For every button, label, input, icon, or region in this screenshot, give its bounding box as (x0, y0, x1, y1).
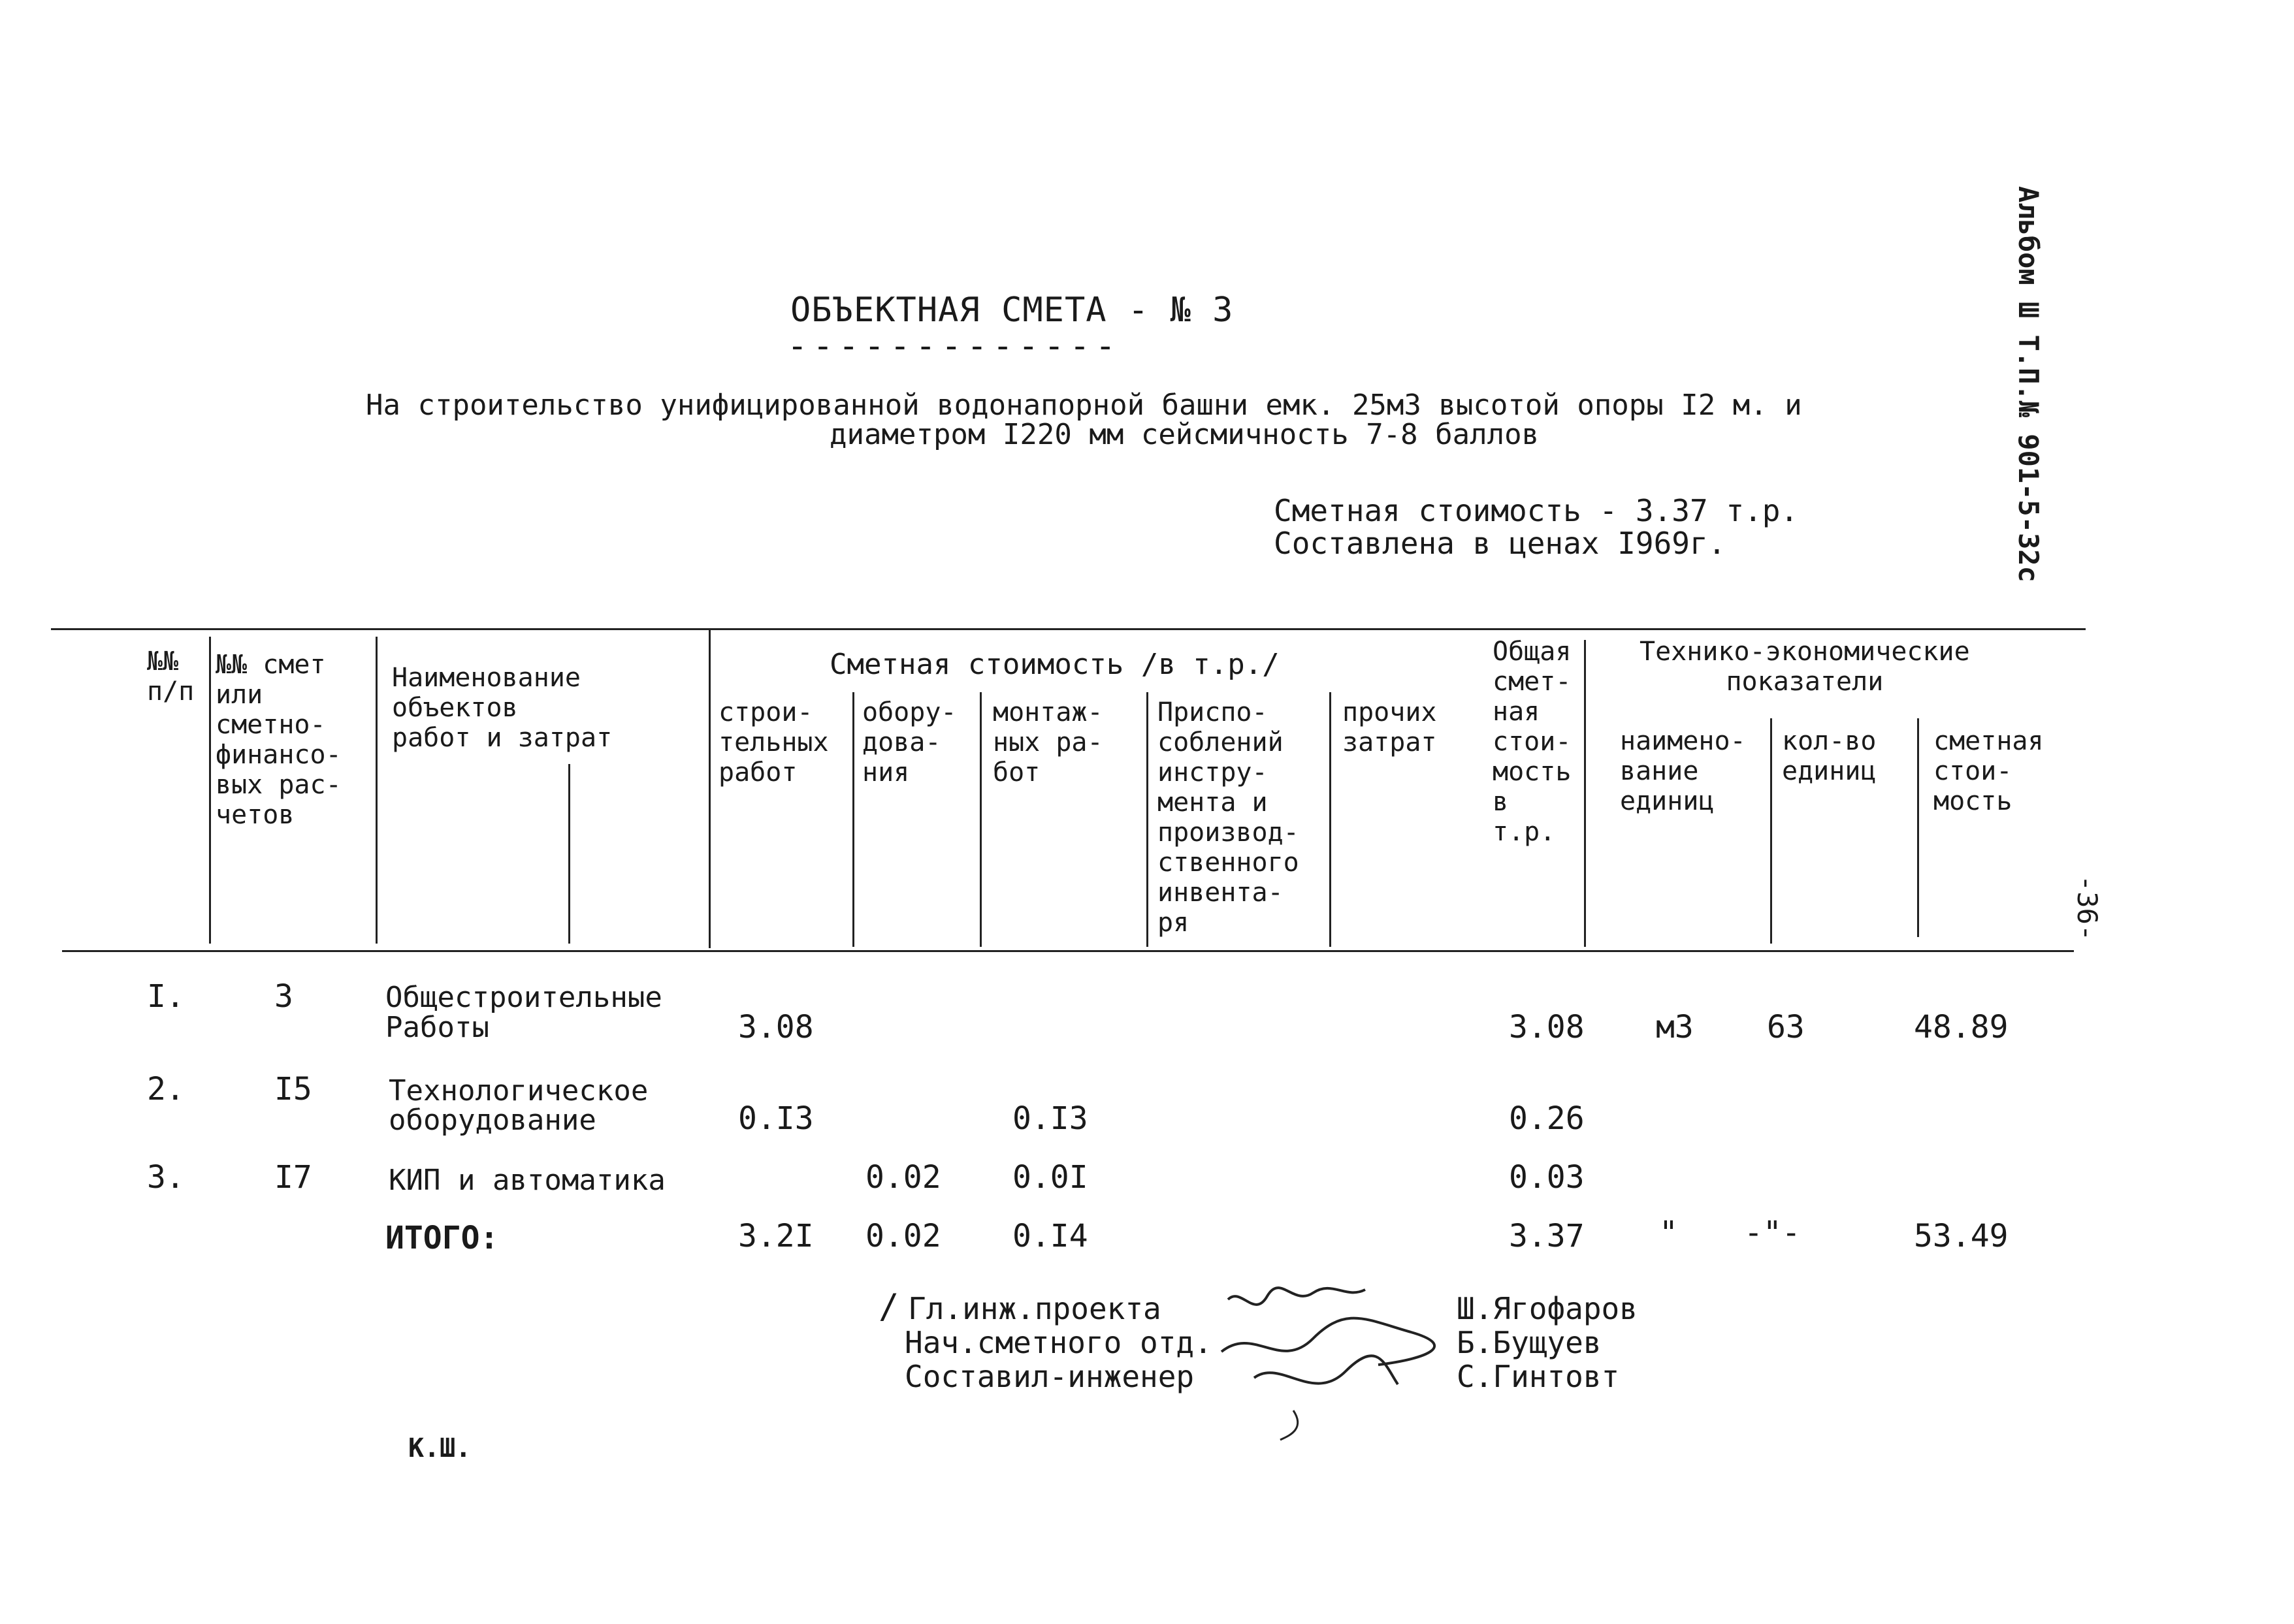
totals-unit: " (1659, 1215, 1678, 1251)
col-divider (1584, 640, 1586, 947)
estimated-cost: Сметная стоимость - 3.37 т.р. (1274, 493, 1799, 528)
page-number: -36- (2071, 875, 2103, 942)
sign-name-2: Б.Бущуев (1457, 1325, 1602, 1360)
header-num: №№ п/п (147, 646, 195, 707)
row3-total: 0.03 (1509, 1159, 1585, 1196)
sign-role-compiler: Составил-инженер (905, 1359, 1195, 1394)
sign-name-3: С.Гинтовт (1457, 1359, 1620, 1394)
row3-installation: 0.0I (1012, 1159, 1088, 1196)
sign-role-estimate-head: Нач.сметного отд. (905, 1325, 1212, 1360)
title-underline: ------------- (787, 326, 1121, 366)
doc-subtitle-line2: диаметром I220 мм сейсмичность 7-8 баллов (830, 418, 1540, 451)
col-divider (568, 764, 570, 944)
row2-name-line1: Технологическое (389, 1074, 649, 1107)
row1-estimate: 3 (274, 978, 293, 1015)
col-divider (1329, 692, 1331, 947)
row2-name-line2: оборудование (389, 1104, 596, 1137)
col-divider (1770, 718, 1772, 944)
header-bottom-border (62, 950, 2074, 952)
row1-cost: 48.89 (1914, 1009, 2009, 1045)
row1-construction: 3.08 (738, 1009, 814, 1045)
table-top-border (51, 628, 2086, 630)
col-divider (1917, 718, 1919, 937)
col-divider (852, 692, 854, 947)
row1-name-line1: Общестроительные (385, 981, 662, 1014)
header-unit-cost: сметная стои- мость (1933, 726, 2044, 816)
row1-num: I. (147, 978, 185, 1015)
sign-role-chief-engineer: Гл.инж.проекта (908, 1291, 1161, 1326)
row2-num: 2. (147, 1071, 185, 1107)
totals-cost: 53.49 (1914, 1218, 2009, 1254)
row3-num: 3. (147, 1159, 185, 1196)
header-estimate-no: №№ смет или сметно- финансо- вых рас- четов (216, 650, 342, 830)
doc-title: ОБЪЕКТНАЯ СМЕТА - № 3 (790, 291, 1234, 330)
totals-equipment: 0.02 (865, 1218, 941, 1254)
header-quantity: кол-во единиц (1782, 726, 1877, 786)
sign-name-1: Ш.Ягофаров (1457, 1291, 1638, 1326)
col-divider (209, 637, 211, 944)
row2-estimate: I5 (274, 1071, 312, 1107)
header-name: Наименование объектов работ и затрат (392, 663, 613, 753)
header-total: Общая смет- ная стои- мость в т.р. (1493, 637, 1572, 847)
album-side-label: Альбом Ш Т.П.№ 901-5-32с (2012, 186, 2044, 582)
header-group-tech: Технико-экономические показатели (1640, 637, 1970, 697)
row2-construction: 0.I3 (738, 1100, 814, 1137)
totals-installation: 0.I4 (1012, 1218, 1088, 1254)
row1-name-line2: Работы (385, 1011, 489, 1044)
row3-name-line1: КИП и автоматика (389, 1164, 666, 1197)
col-divider (1146, 692, 1148, 947)
row1-qty: 63 (1767, 1009, 1805, 1045)
col-divider (709, 628, 711, 948)
header-group-cost: Сметная стоимость /в т.р./ (830, 648, 1280, 681)
row1-unit: м3 (1656, 1009, 1694, 1045)
totals-construction: 3.2I (738, 1218, 814, 1254)
compiled-prices: Составлена в ценах I969г. (1274, 526, 1726, 561)
totals-label: ИТОГО: (385, 1220, 499, 1256)
header-unit-name: наимено- вание единиц (1620, 726, 1746, 816)
row3-equipment: 0.02 (865, 1159, 941, 1196)
header-installation: монтаж- ных ра- бот (993, 697, 1103, 788)
row2-total: 0.26 (1509, 1100, 1585, 1137)
col-divider (980, 692, 982, 947)
row1-total: 3.08 (1509, 1009, 1585, 1045)
row2-installation: 0.I3 (1012, 1100, 1088, 1137)
row3-estimate: I7 (274, 1159, 312, 1196)
header-construction: строи- тельных работ (719, 697, 829, 788)
sign-bracket: / (879, 1287, 899, 1326)
totals-qty: -"- (1744, 1215, 1801, 1251)
doc-subtitle-line1: На строительство унифицированной водонапорной башни емк. 25м3 высотой опоры I2 м. и (366, 389, 1802, 422)
footer-mark: К.Ш. (408, 1433, 472, 1463)
header-tools: Приспо- соблений инстру- мента и производ- ственного инвента- ря (1157, 697, 1299, 938)
header-equipment: обору- дова- ния (862, 697, 957, 788)
header-other: прочих затрат (1342, 697, 1437, 757)
totals-total: 3.37 (1509, 1218, 1585, 1254)
handwritten-signatures (1215, 1280, 1450, 1443)
col-divider (376, 637, 378, 944)
